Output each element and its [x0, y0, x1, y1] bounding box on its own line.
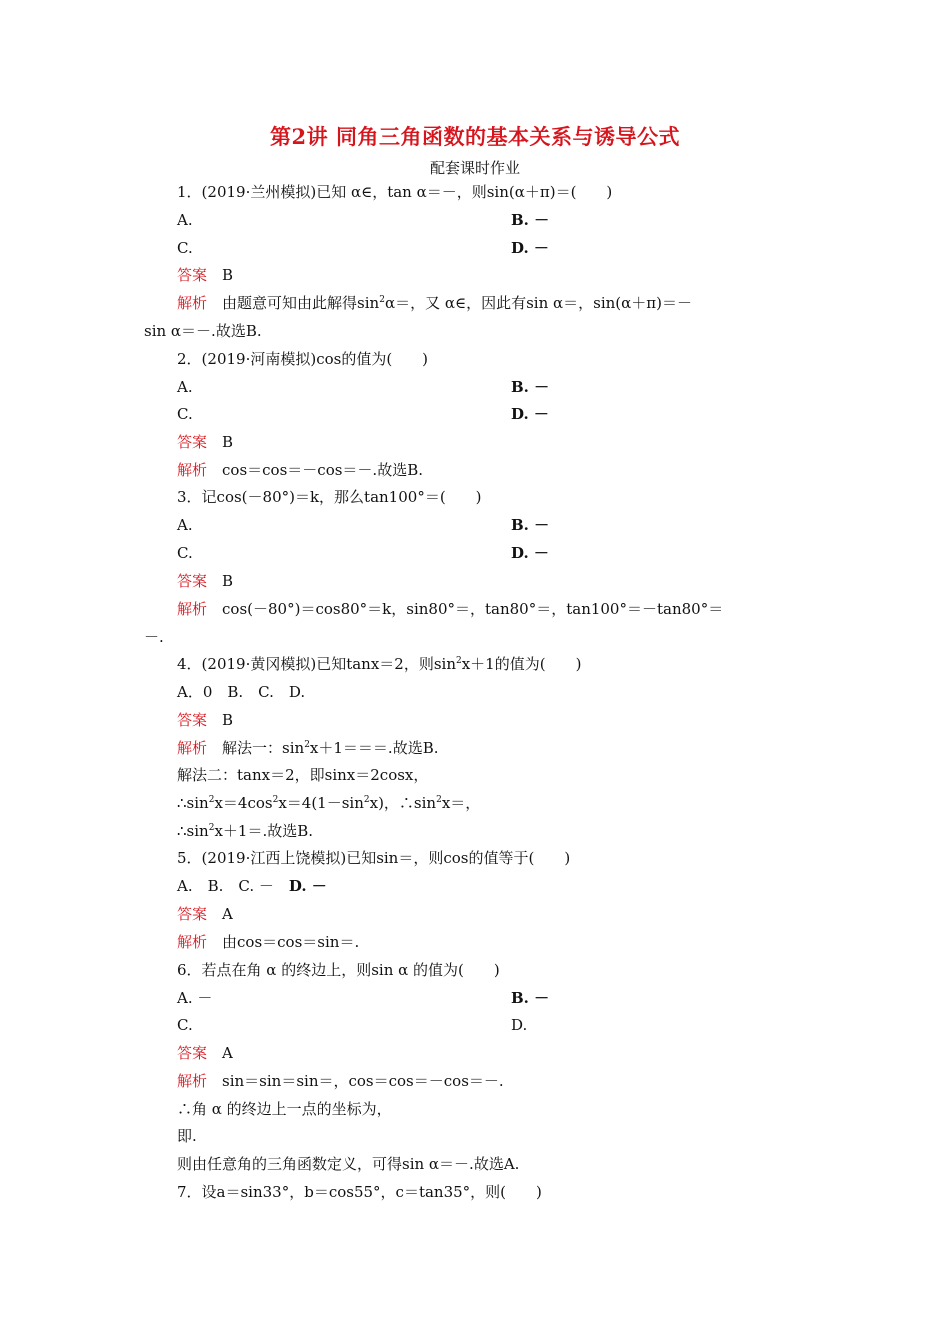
question-4-answer [177, 710, 233, 730]
question-6-analysis-line-3: 即. [177, 1127, 197, 1145]
question-6-analysis-line-4: 则由任意角的三角函数定义，可得sin α＝－.故选A. [177, 1155, 520, 1173]
question-4-stem: 4．(2019·黄冈模拟)已知tanx＝2，则$\sin^2x+1$的值为( ) [177, 655, 582, 673]
question-4-analysis-line-4: $\therefore\sin^2x+1=$.故选B. [177, 822, 313, 840]
question-2-stem: 2．(2019·河南模拟)cos的值为( ) [177, 350, 429, 368]
question-1-option-d: D. － [511, 239, 549, 257]
question-5-answer [177, 904, 233, 924]
question-3-analysis-line-1: 解析 cos(－80°)＝cos80°＝k，sin80°＝，tan80°＝，tan100°＝－tan80°＝ [177, 600, 724, 618]
question-1-answer [177, 265, 233, 285]
question-3-analysis-line-2: －. [144, 628, 164, 646]
page-title: 第2讲 同角三角函数的基本关系与诱导公式 [270, 124, 680, 149]
answer-value: B [222, 572, 234, 590]
question-6-option-a: A. － [177, 989, 213, 1007]
question-6-analysis-line-1: 解析 sin＝sin＝sin＝，cos＝cos＝－cos＝－. [177, 1072, 504, 1090]
analysis-label: 解析 [177, 1072, 208, 1090]
question-1-stem: 1．(2019·兰州模拟)已知 α∈，tan α＝－，则sin(α＋π)＝( ) [177, 183, 613, 201]
question-2-option-c: C. [177, 405, 193, 423]
question-1-analysis-line-1: 解析 由题意可知由此解得$\sin^2\alpha=$，又 α∈，因此有sin α＝，sin(α＋π)＝－ [177, 294, 692, 312]
question-1-analysis-line-2: sin α＝－.故选B. [144, 322, 262, 340]
question-3-option-c: C. [177, 544, 193, 562]
answer-value: A [222, 1044, 233, 1062]
question-5-analysis: 解析 由cos＝cos＝sin＝. [177, 933, 360, 951]
question-3-option-b: B. － [511, 516, 550, 534]
question-6-option-b: B. － [511, 989, 550, 1007]
question-6-stem: 6．若点在角 α 的终边上，则sin α 的值为( ) [177, 961, 500, 979]
question-6-option-d: D. [511, 1016, 528, 1034]
question-6-answer [177, 1043, 233, 1063]
question-4-options: A．0 B. C. D. [177, 683, 306, 701]
question-2-option-d: D. － [511, 405, 549, 423]
question-3-option-d: D. － [511, 544, 549, 562]
question-2-analysis: 解析 cos＝cos＝－cos＝－.故选B. [177, 461, 423, 479]
answer-label: 答案 [177, 572, 208, 590]
question-5-stem: 5．(2019·江西上饶模拟)已知sin＝，则cos的值等于( ) [177, 849, 571, 867]
question-6-option-c: C. [177, 1016, 193, 1034]
question-7-stem: 7．设a＝sin33°，b＝cos55°，c＝tan35°，则( ) [177, 1183, 542, 1201]
analysis-label: 解析 [177, 294, 208, 312]
question-6-analysis-line-2: ∴角 α 的终边上一点的坐标为， [177, 1100, 392, 1118]
question-2-answer [177, 432, 233, 452]
question-3-stem: 3．记cos(－80°)＝k，那么tan100°＝( ) [177, 488, 482, 506]
page-subtitle: 配套课时作业 [429, 159, 520, 177]
question-3-option-a: A. [177, 516, 193, 534]
question-5-option-d: D. － [288, 877, 327, 895]
question-4-analysis-line-2: 解法二：tanx＝2，即sinx＝2cosx， [177, 766, 429, 784]
question-2-option-b: B. － [511, 378, 550, 396]
question-5-options: A. B. C. － D. － [177, 877, 327, 895]
question-4-analysis-line-3: $\therefore\sin^2x=4\cos^2x=4(1-\sin^2x)$，$\therefore\sin^2x=$， [177, 794, 481, 812]
question-2-option-a: A. [177, 378, 193, 396]
question-3-answer [177, 571, 233, 591]
question-1-option-c: C. [177, 239, 193, 257]
analysis-label: 解析 [177, 739, 208, 757]
answer-label: 答案 [177, 266, 208, 284]
analysis-label: 解析 [177, 933, 208, 951]
answer-value: A [222, 905, 233, 923]
question-4-analysis-line-1: 解析 解法一：$\sin^2x+1===$.故选B. [177, 739, 439, 757]
answer-value: B [222, 433, 234, 451]
answer-value: B [222, 266, 234, 284]
answer-value: B [222, 711, 234, 729]
question-1-option-a: A. [177, 211, 193, 229]
answer-label: 答案 [177, 1044, 208, 1062]
analysis-label: 解析 [177, 461, 208, 479]
answer-label: 答案 [177, 433, 208, 451]
answer-label: 答案 [177, 905, 208, 923]
analysis-label: 解析 [177, 600, 208, 618]
question-1-option-b: B. － [511, 211, 550, 229]
answer-label: 答案 [177, 711, 208, 729]
